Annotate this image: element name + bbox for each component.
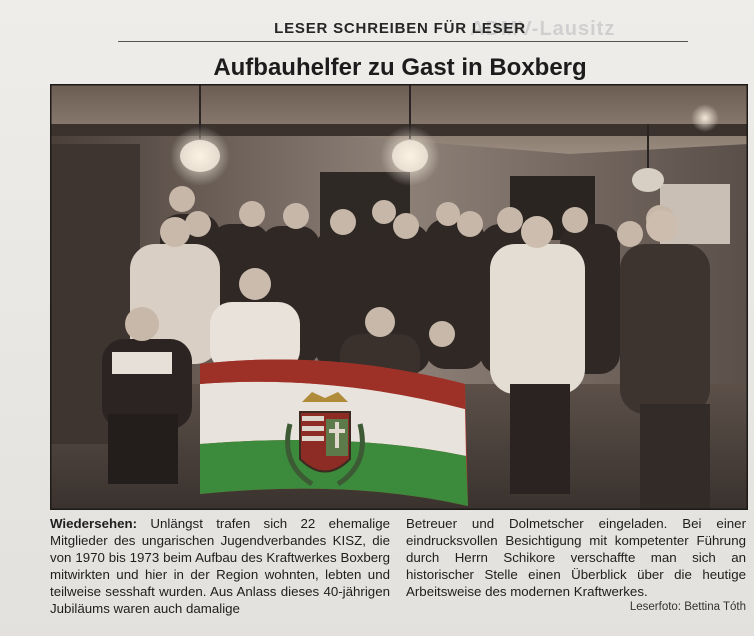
- caption-right-text: Betreuer und Dolmetscher eingeladen. Bei einer eindrucksvollen Besichtigung mit kompetenter Führung durch Herrn Schikore verschaffte man sich an historischer Stelle einen Überblick über die heutige Arbeitsweise des modernen Kraftwerkes.: [406, 516, 746, 599]
- rubric-rule: [118, 41, 688, 42]
- photo-credit: Leserfoto: Bettina Tóth: [629, 601, 746, 613]
- article-headline: Aufbauhelfer zu Gast in Boxberg: [213, 54, 587, 81]
- caption-right-column: [406, 515, 746, 600]
- caption-lead: Wiedersehen:: [50, 516, 138, 531]
- caption-left-column: [50, 515, 390, 617]
- caption-left-text: Unlängst trafen sich 22 ehemalige Mitglieder des ungarischen Jugendverbandes KISZ, die von 1970 bis 1973 beim Aufbau des Kraftwerkes Boxberg mitwirkten und hier in der Region wohnten, lebten und teilweise sesshaft wurden. Aus Anlass dieses 40-jährigen Jubiläums waren auch damalige: [50, 516, 390, 616]
- section-rubric: LESER SCHREIBEN FÜR LESER: [274, 20, 526, 37]
- bleed-through-text: ADMV-Lausitz: [470, 18, 616, 40]
- group-photo-image: [50, 84, 748, 510]
- hungarian-flag: [200, 360, 468, 507]
- group-photo: [50, 84, 748, 510]
